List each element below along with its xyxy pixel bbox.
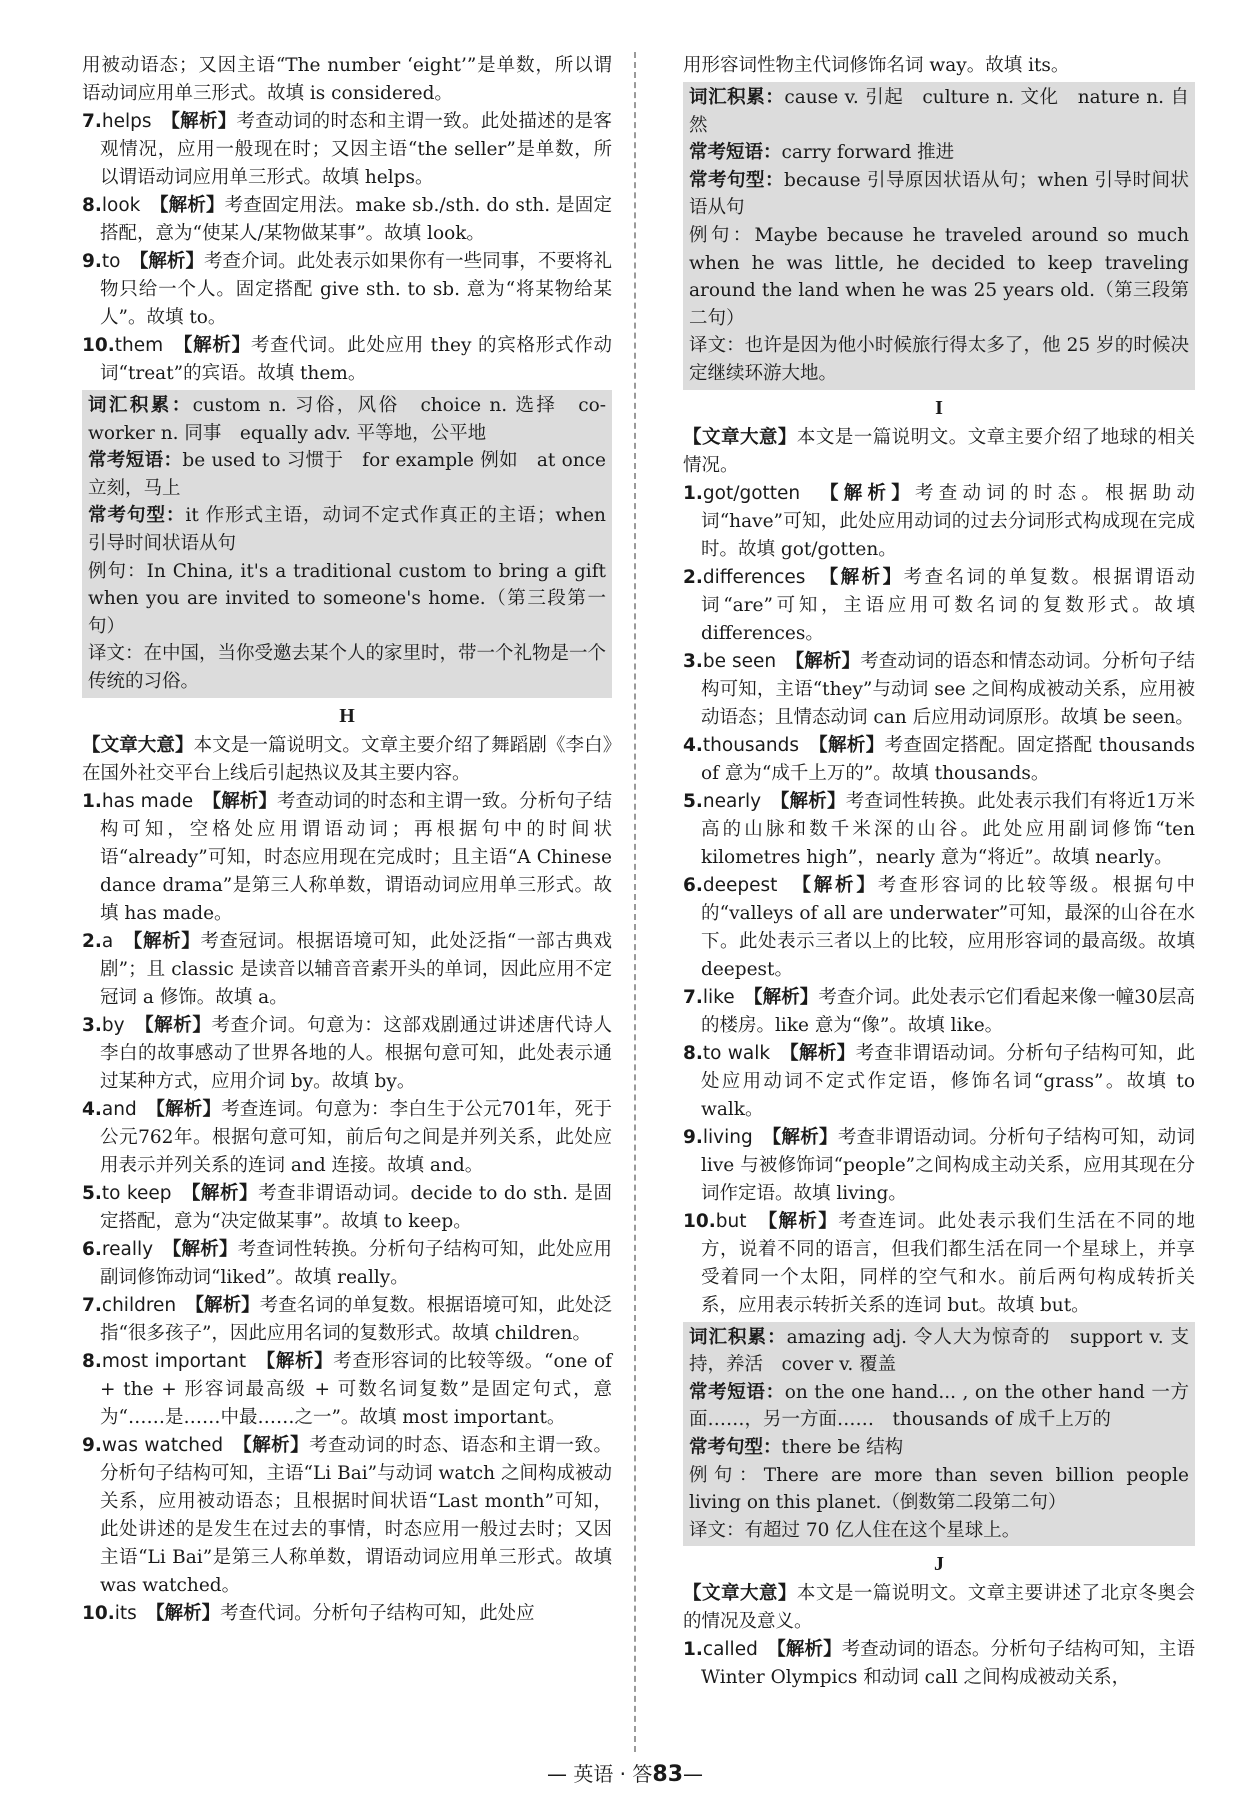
item-number: 7. xyxy=(683,986,703,1008)
box-line xyxy=(689,1379,1189,1434)
answer-item xyxy=(82,1236,612,1292)
analysis-tag: 【解析】 xyxy=(771,1126,838,1148)
analysis-tag: 【解析】 xyxy=(753,986,819,1008)
section-heading-h: H xyxy=(339,704,355,727)
item-answer: a xyxy=(101,930,114,952)
box-example: 例句：There are more than seven billion people living on this planet.（倒数第二段第二句） xyxy=(689,1464,1189,1514)
item-answer: them xyxy=(114,335,164,356)
box-example: 例句：Maybe because he traveled around so much when he was little, he decided to keep traveling around the land when he was 25 years old.（第三段第二句） xyxy=(689,224,1189,329)
answer-item xyxy=(683,480,1195,564)
item-answer: to keep xyxy=(101,1182,172,1204)
item-answer: nearly xyxy=(702,790,762,812)
item-answer: to xyxy=(101,251,121,272)
box-label: 常考句型： xyxy=(689,1436,782,1458)
item-text: 考查冠词。根据语境可知，此处泛指“一部古典戏剧”；且 classic 是读音以辅音音素开头的单词，因此应用不定冠词 a 修饰。故填 a。 xyxy=(100,930,612,1008)
box-label: 常考短语： xyxy=(689,142,782,164)
box-text: carry forward 推进 xyxy=(781,142,955,164)
box-text: custom n. 习俗，风俗 choice n. 选择 co-worker n. 同事 equally adv. 平等地，公平地 xyxy=(88,395,606,444)
item-number: 5. xyxy=(683,790,703,812)
item-text: 考查介词。此处表示如果你有一些同事，不要将礼物只给一个人。固定搭配 give sth. to sb. 意为“将某物给某人”。故填 to。 xyxy=(100,251,612,328)
box-line xyxy=(689,139,1189,167)
analysis-tag: 【解析】 xyxy=(172,1238,238,1260)
box-text: it 作形式主语，动词不定式作真正的主语；when 引导时间状语从句 xyxy=(88,505,606,554)
box-translation: 译文：在中国，当你受邀去某个人的家里时，带一个礼物是一个传统的习俗。 xyxy=(88,643,607,692)
analysis-tag: 【解析】 xyxy=(159,195,225,216)
analysis-tag: 【解析】 xyxy=(155,1098,222,1120)
answer-item xyxy=(82,1180,612,1236)
analysis-tag: 【解析】 xyxy=(265,1350,334,1372)
item-text: 考查动词的时态和主谓一致。此处描述的是客观情况，应用一般现在时；又因主语“the seller”是单数，所以谓语动词应用单三形式。故填 helps。 xyxy=(100,111,612,188)
left-column xyxy=(82,52,612,1628)
item-number: 9. xyxy=(82,251,102,272)
item-text: 考查连词。句意为：李白生于公元701年，死于公元762年。根据句意可知，前后句之间是并列关系，此处应用表示并列关系的连词 and 连接。故填 and。 xyxy=(100,1098,612,1176)
analysis-tag: 【解析】 xyxy=(789,1042,856,1064)
item-number: 6. xyxy=(683,874,703,896)
item-number: 6. xyxy=(82,1238,102,1260)
box-label: 词汇积累： xyxy=(689,1326,787,1348)
footer-prefix: — 英语 · 答 xyxy=(546,1762,653,1786)
item-text: 考查连词。此处表示我们生活在不同的地方，说着不同的语言，但我们都生活在同一个星球上，并享受着同一个太阳，同样的空气和水。前后两句构成转折关系，应用表示转折关系的连词 but。故填 but。 xyxy=(701,1210,1195,1316)
summary-text: 本文是一篇说明文。文章主要介绍了舞蹈剧《李白》在国外社交平台上线后引起热议及其主要内容。 xyxy=(82,734,612,784)
answer-item xyxy=(683,1124,1195,1208)
answer-item xyxy=(82,248,612,332)
item-text: 考查介词。此处表示它们看起来像一幢30层高的楼房。like 意为“像”。故填 like。 xyxy=(701,986,1195,1036)
item-text: 考查名词的单复数。根据谓语动词“are”可知，主语应用可数名词的复数形式。故填 differences。 xyxy=(701,566,1195,644)
summary-tag: 【文章大意】 xyxy=(683,1583,797,1605)
g-continued-text: 用被动语态；又因主语“The number ‘eight’”是单数，所以谓语动词应用单三形式。故填 is considered。 xyxy=(82,55,612,104)
item-number: 8. xyxy=(82,1350,102,1372)
item-answer: but xyxy=(715,1210,747,1232)
box-label: 常考句型： xyxy=(689,169,785,191)
item-number: 10. xyxy=(82,335,115,356)
item-answer: most important xyxy=(101,1350,247,1372)
item-text: 考查动词的时态、语态和主谓一致。分析句子结构可知，主语“Li Bai”与动词 watch 之间构成被动关系，应用被动语态；且根据时间状语“Last month”可知，此处讲述的是发生在过去的事情，时态应用一般过去时；又因主语“Li Bai”是第三人称单数，谓语动词应用单三形式。故填 was watched。 xyxy=(100,1434,612,1596)
analysis-tag: 【解析】 xyxy=(194,1294,260,1316)
item-number: 1. xyxy=(683,1639,703,1661)
summary-text: 本文是一篇说明文。文章主要讲述了北京冬奥会的情况及意义。 xyxy=(683,1583,1195,1633)
item-number: 4. xyxy=(82,1098,102,1120)
i-summary xyxy=(683,424,1195,480)
item-answer: helps xyxy=(101,111,152,132)
box-line xyxy=(689,1434,1189,1462)
analysis-tag: 【解析】 xyxy=(242,1434,310,1456)
j-summary xyxy=(683,1580,1195,1636)
analysis-tag: 【解析】 xyxy=(818,734,885,756)
answer-item xyxy=(683,1208,1195,1320)
answer-item xyxy=(82,1292,612,1348)
item-number: 2. xyxy=(683,566,703,588)
item-number: 10. xyxy=(82,1602,115,1624)
column-divider xyxy=(634,52,636,1752)
item-text: 考查名词的单复数。根据语境可知，此处泛指“很多孩子”，因此应用名词的复数形式。故填 children。 xyxy=(100,1294,612,1344)
answer-item xyxy=(82,1600,612,1628)
item-answer: by xyxy=(101,1014,125,1036)
i-knowledge-box xyxy=(683,1322,1195,1547)
box-text: amazing adj. 令人大为惊奇的 support v. 支持，养活 cover v. 覆盖 xyxy=(689,1326,1189,1376)
h-summary xyxy=(82,732,612,788)
analysis-tag: 【解析】 xyxy=(801,874,878,896)
item-text: 考查非谓语动词。decide to do sth. 是固定搭配，意为“决定做某事”。故填 to keep。 xyxy=(100,1182,612,1232)
item-text: 考查固定用法。make sb./sth. do sth. 是固定搭配，意为“使某人/某物做某事”。故填 look。 xyxy=(100,195,612,244)
analysis-tag: 【解析】 xyxy=(155,1602,221,1624)
item-text: 考查动词的语态和情态动词。分析句子结构可知，主语“they”与动词 see 之间构成被动关系，应用被动语态；且情态动词 can 后应用动词原形。故填 be seen。 xyxy=(701,650,1195,728)
g-knowledge-box xyxy=(82,390,612,698)
item-answer: called xyxy=(702,1639,758,1661)
box-text: on the one hand... , on the other hand 一方面……，另一方面…… thousands of 成千上万的 xyxy=(689,1381,1189,1431)
item-number: 3. xyxy=(683,650,703,672)
section-heading-i: I xyxy=(935,396,943,419)
box-text: because 引导原因状语从句；when 引导时间状语从句 xyxy=(689,169,1189,219)
item-text: 考查代词。此处应用 they 的宾格形式作动词“treat”的宾语。故填 them。 xyxy=(100,335,612,384)
item-answer: its xyxy=(114,1602,137,1624)
answer-item xyxy=(683,788,1195,872)
item-answer: look xyxy=(101,195,141,216)
box-line xyxy=(689,1324,1189,1379)
box-line xyxy=(88,502,606,557)
box-translation: 译文：也许是因为他小时候旅行得太多了，他 25 岁的时候决定继续环游大地。 xyxy=(689,335,1189,384)
item-answer: deepest xyxy=(702,874,778,896)
item-number: 4. xyxy=(683,734,703,756)
item-number: 7. xyxy=(82,111,102,132)
item-number: 7. xyxy=(82,1294,102,1316)
item-text: 考查词性转换。此处表示我们有将近1万米高的山脉和数千米深的山谷。此处应用副词修饰“ten kilometres high”，nearly 意为“将近”。故填 nearly。 xyxy=(701,790,1195,868)
item-answer: got/gotten xyxy=(702,482,801,504)
analysis-tag: 【解析】 xyxy=(211,790,278,812)
answer-item xyxy=(683,648,1195,732)
item-answer: really xyxy=(101,1238,154,1260)
analysis-tag: 【解析】 xyxy=(794,650,861,672)
box-line xyxy=(689,167,1189,222)
answer-item xyxy=(82,192,612,248)
item-number: 9. xyxy=(82,1434,102,1456)
box-line xyxy=(689,84,1189,139)
item-answer: children xyxy=(101,1294,177,1316)
summary-text: 本文是一篇说明文。文章主要介绍了地球的相关情况。 xyxy=(683,426,1195,476)
box-label: 常考短语： xyxy=(689,1381,785,1403)
summary-tag: 【文章大意】 xyxy=(683,426,797,448)
right-column xyxy=(683,52,1195,1692)
item-number: 10. xyxy=(683,1210,716,1232)
item-text: 考查非谓语动词。分析句子结构可知，此处应用动词不定式作定语，修饰名词“grass”。故填 to walk。 xyxy=(701,1042,1195,1120)
answer-item xyxy=(82,1348,612,1432)
item-answer: living xyxy=(702,1126,753,1148)
item-text: 考查固定搭配。固定搭配 thousands of 意为“成千上万的”。故填 thousands。 xyxy=(701,734,1195,784)
section-heading-j: J xyxy=(934,1553,944,1576)
box-line xyxy=(88,392,606,447)
item-text: 考查非谓语动词。分析句子结构可知，动词 live 与被修饰词“people”之间构成主动关系，应用其现在分词作定语。故填 living。 xyxy=(701,1126,1195,1204)
h-items xyxy=(82,788,612,1628)
answer-item xyxy=(82,108,612,192)
answer-item xyxy=(683,564,1195,648)
box-translation: 译文：有超过 70 亿人住在这个星球上。 xyxy=(689,1519,1021,1541)
box-label: 词汇积累： xyxy=(689,87,785,108)
analysis-tag: 【解析】 xyxy=(767,1210,839,1232)
item-answer: be seen xyxy=(702,650,777,672)
item-text: 考查形容词的比较等级。“one of + the + 形容词最高级 + 可数名词复数”是固定句式，意为“……是……中最……之一”。故填 most important。 xyxy=(100,1350,612,1428)
analysis-tag: 【解析】 xyxy=(183,335,251,356)
analysis-tag: 【解析】 xyxy=(780,790,846,812)
analysis-tag: 【解析】 xyxy=(829,482,916,504)
item-number: 5. xyxy=(82,1182,102,1204)
answer-item xyxy=(82,1096,612,1180)
answer-item xyxy=(82,1012,612,1096)
item-number: 9. xyxy=(683,1126,703,1148)
box-text: cause v. 引起 culture n. 文化 nature n. 自然 xyxy=(689,87,1189,136)
analysis-tag: 【解析】 xyxy=(133,930,201,952)
box-label: 常考短语： xyxy=(88,450,183,472)
item-answer: and xyxy=(101,1098,137,1120)
item-answer: like xyxy=(702,986,735,1008)
item-number: 8. xyxy=(82,195,102,216)
item-number: 1. xyxy=(683,482,703,504)
item-number: 3. xyxy=(82,1014,102,1036)
item-text: 考查动词的时态。根据助动词“have”可知，此处应用动词的过去分词形式构成现在完成时。故填 got/gotten。 xyxy=(701,482,1195,560)
answer-item xyxy=(683,984,1195,1040)
answer-item xyxy=(683,732,1195,788)
answer-item xyxy=(683,1636,1195,1692)
footer-suffix: — xyxy=(683,1762,704,1786)
box-example: 例句：In China, it's a traditional custom to bring a gift when you are invited to someone's home.（第三段第一句） xyxy=(88,560,606,637)
item-text: 考查代词。分析句子结构可知，此处应 xyxy=(220,1602,535,1624)
box-label: 常考句型： xyxy=(88,505,186,527)
h-knowledge-box xyxy=(683,82,1195,390)
box-text: be used to 习惯于 for example 例如 at once 立刻，马上 xyxy=(88,450,606,499)
answer-item xyxy=(683,872,1195,984)
analysis-tag: 【解析】 xyxy=(191,1182,259,1204)
item-answer: to walk xyxy=(702,1042,771,1064)
analysis-tag: 【解析】 xyxy=(144,1014,212,1036)
h-continued-text: 用形容词性物主代词修饰名词 way。故填 its。 xyxy=(683,55,1070,76)
item-text: 考查动词的语态。分析句子结构可知，主语 Winter Olympics 和动词 call 之间构成被动关系， xyxy=(701,1639,1195,1689)
answer-item xyxy=(683,1040,1195,1124)
answer-item xyxy=(82,788,612,928)
page-number: 83 xyxy=(652,1762,684,1787)
page-footer xyxy=(0,1758,1250,1787)
item-number: 2. xyxy=(82,930,102,952)
answer-item xyxy=(82,1432,612,1600)
analysis-tag: 【解析】 xyxy=(776,1639,842,1661)
item-number: 1. xyxy=(82,790,102,812)
box-text: there be 结构 xyxy=(781,1436,904,1458)
answer-item xyxy=(82,928,612,1012)
item-answer: differences xyxy=(702,566,806,588)
analysis-tag: 【解析】 xyxy=(170,111,237,132)
box-line xyxy=(88,447,606,502)
item-text: 考查词性转换。分析句子结构可知，此处应用副词修饰动词“liked”。故填 really。 xyxy=(100,1238,612,1288)
item-number: 8. xyxy=(683,1042,703,1064)
item-text: 考查动词的时态和主谓一致。分析句子结构可知，空格处应用谓语动词；再根据句中的时间状语“already”可知，时态应用现在完成时；且主语“A Chinese dance drama”是第三人称单数，谓语动词应用单三形式。故填 has made。 xyxy=(100,790,612,924)
item-answer: has made xyxy=(101,790,194,812)
analysis-tag: 【解析】 xyxy=(828,566,904,588)
answer-item xyxy=(82,332,612,388)
item-answer: was watched xyxy=(101,1434,224,1456)
summary-tag: 【文章大意】 xyxy=(82,734,194,756)
analysis-tag: 【解析】 xyxy=(139,251,205,272)
g-items xyxy=(82,108,612,388)
i-items xyxy=(683,480,1195,1320)
item-text: 考查形容词的比较等级。根据句中的“valleys of all are underwater”可知，最深的山谷在水下。此处表示三者以上的比较，应用形容词的最高级。故填 deepest。 xyxy=(701,874,1195,980)
item-text: 考查介词。句意为：这部戏剧通过讲述唐代诗人李白的故事感动了世界各地的人。根据句意可知，此处表示通过某种方式，应用介词 by。故填 by。 xyxy=(100,1014,612,1092)
item-answer: thousands xyxy=(702,734,800,756)
box-label: 词汇积累： xyxy=(88,395,193,416)
